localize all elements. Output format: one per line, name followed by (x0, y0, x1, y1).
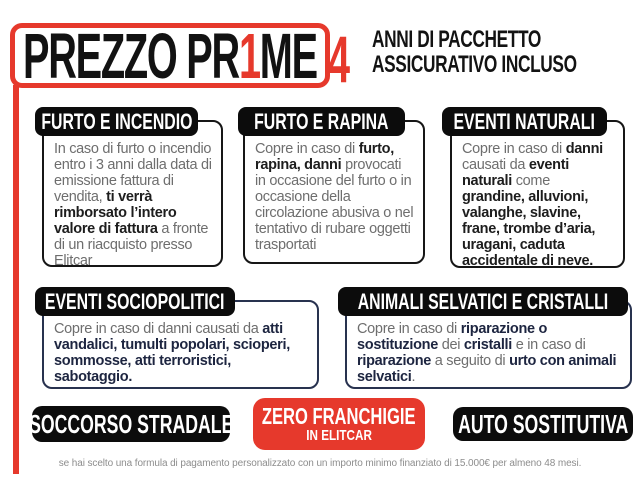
badge-label-line2: IN ELITCAR (306, 426, 372, 444)
coverage-card-body: Copre in caso di danni causati da atti vandalici, tumulti popolari, scioperi, sommosse, atti terroristici, sabotaggio. (54, 321, 290, 385)
coverage-card-furto-rapina (243, 120, 425, 264)
card-title-label: FURTO E RAPINA (254, 108, 389, 134)
brand-title (23, 19, 317, 92)
card-title-animali-cristalli (338, 287, 628, 316)
header-tagline (372, 27, 640, 77)
badge-label-line1: ZERO FRANCHIGIE (262, 402, 416, 429)
brand-logo-box (10, 19, 330, 92)
coverage-card-body: Copre in caso di danni causati da eventi naturali come grandine, alluvioni, valanghe, slavine, frane, trombe d’aria, uragani, caduta accidentale di neve. (462, 141, 603, 269)
card-title-furto-rapina (238, 107, 405, 136)
badge-soccorso-stradale (28, 406, 234, 442)
brand-title-part1: PREZZO PR (23, 19, 240, 92)
card-title-label: ANIMALI SELVATICI E CRISTALLI (357, 288, 609, 314)
disclaimer-text: se hai scelto una formula di pagamento personalizzato con un importo minimo finanziato di 15.000€ per almeno 48 mesi. (58, 458, 582, 469)
coverage-card-furto-incendio (42, 120, 223, 267)
card-title-label: EVENTI SOCIOPOLITICI (45, 288, 225, 314)
coverage-card-body: In caso di furto o incendio entro i 3 anni dalla data di emissione fattura di vendita, ti verrà rimborsato l’intero valore di fattura a fronte di un riacquisto presso Elitcar (54, 141, 212, 269)
card-title-eventi-naturali (442, 107, 607, 136)
badge-label: SOCCORSO STRADALE (28, 408, 234, 439)
badge-label: AUTO SOSTITUTIVA (457, 408, 629, 439)
years-number: 4 (328, 22, 351, 96)
card-title-furto-incendio (35, 107, 198, 136)
coverage-card-body: Copre in caso di furto, rapina, danni provocati in occasione del furto o in occasione della circolazione abusiva o nel tentativo di rubare oggetti trasportati (255, 141, 414, 253)
coverage-card-eventi-naturali (450, 120, 625, 268)
brand-title-part2: ME (259, 19, 317, 92)
badge-zero-franchigie (253, 398, 425, 450)
brand-title-digit: 1 (239, 19, 260, 92)
tagline-line2: ASSICURATIVO INCLUSO (372, 51, 577, 78)
coverage-card-body: Copre in caso di riparazione o sostituzione dei cristalli e in caso di riparazione a seguito di urto con animali selvatici. (357, 321, 617, 385)
card-title-eventi-sociopolitici (35, 287, 235, 316)
red-accent-line (13, 85, 19, 474)
card-title-label: EVENTI NATURALI (453, 108, 596, 134)
tagline-line1: ANNI DI PACCHETTO (372, 26, 541, 53)
badge-auto-sostitutiva (453, 407, 633, 441)
card-title-label: FURTO E INCENDIO (40, 108, 193, 134)
